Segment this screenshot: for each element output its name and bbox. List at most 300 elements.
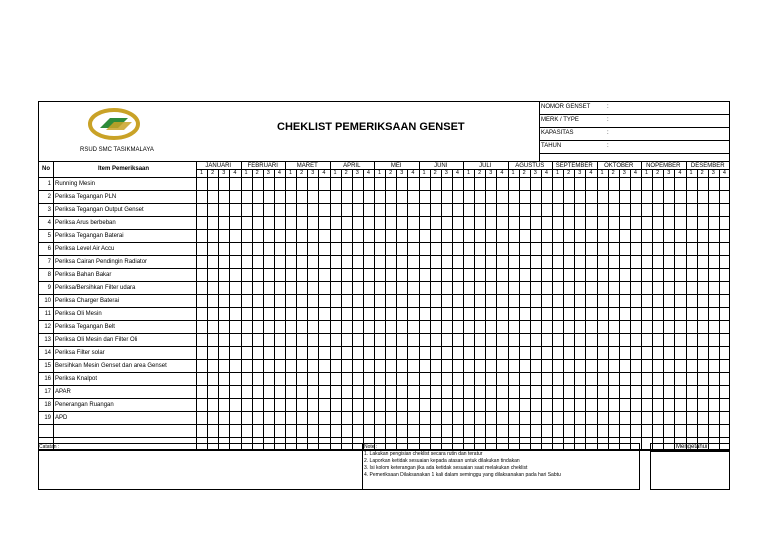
check-cell[interactable] xyxy=(575,178,584,189)
check-cell[interactable] xyxy=(264,360,273,371)
check-cell[interactable] xyxy=(687,360,696,371)
check-cell[interactable] xyxy=(342,399,351,410)
check-cell[interactable] xyxy=(509,399,518,410)
check-cell[interactable] xyxy=(275,178,284,189)
check-cell[interactable] xyxy=(431,178,440,189)
check-cell[interactable] xyxy=(542,282,551,293)
check-cell[interactable] xyxy=(408,308,417,319)
check-cell[interactable] xyxy=(720,386,729,397)
check-cell[interactable] xyxy=(687,256,696,267)
check-cell[interactable] xyxy=(664,399,673,410)
check-cell[interactable] xyxy=(509,347,518,358)
check-cell[interactable] xyxy=(631,386,640,397)
check-cell[interactable] xyxy=(675,412,684,423)
check-cell[interactable] xyxy=(386,412,395,423)
check-cell[interactable] xyxy=(598,308,607,319)
check-cell[interactable] xyxy=(687,412,696,423)
check-cell[interactable] xyxy=(208,399,217,410)
check-cell[interactable] xyxy=(331,360,340,371)
check-cell[interactable] xyxy=(308,295,317,306)
check-cell[interactable] xyxy=(620,178,629,189)
check-cell[interactable] xyxy=(586,373,595,384)
check-cell[interactable] xyxy=(531,347,540,358)
check-cell[interactable] xyxy=(598,256,607,267)
check-cell[interactable] xyxy=(286,295,295,306)
check-cell[interactable] xyxy=(542,269,551,280)
check-cell[interactable] xyxy=(586,178,595,189)
check-cell[interactable] xyxy=(720,412,729,423)
check-cell[interactable] xyxy=(642,308,651,319)
check-cell[interactable] xyxy=(598,230,607,241)
check-cell[interactable] xyxy=(564,256,573,267)
check-cell[interactable] xyxy=(475,308,484,319)
check-cell[interactable] xyxy=(308,412,317,423)
check-cell[interactable] xyxy=(197,282,206,293)
check-cell[interactable] xyxy=(664,334,673,345)
check-cell[interactable] xyxy=(620,347,629,358)
check-cell[interactable] xyxy=(208,360,217,371)
check-cell[interactable] xyxy=(653,178,662,189)
check-cell[interactable] xyxy=(353,295,362,306)
check-cell[interactable] xyxy=(653,204,662,215)
check-cell[interactable] xyxy=(342,334,351,345)
check-cell[interactable] xyxy=(609,308,618,319)
check-cell[interactable] xyxy=(342,308,351,319)
check-cell[interactable] xyxy=(331,269,340,280)
check-cell[interactable] xyxy=(219,269,228,280)
check-cell[interactable] xyxy=(531,295,540,306)
check-cell[interactable] xyxy=(342,373,351,384)
check-cell[interactable] xyxy=(286,425,295,436)
check-cell[interactable] xyxy=(453,334,462,345)
check-cell[interactable] xyxy=(620,334,629,345)
check-cell[interactable] xyxy=(520,308,529,319)
check-cell[interactable] xyxy=(598,295,607,306)
check-cell[interactable] xyxy=(609,295,618,306)
check-cell[interactable] xyxy=(653,308,662,319)
check-cell[interactable] xyxy=(653,360,662,371)
check-cell[interactable] xyxy=(364,191,373,202)
check-cell[interactable] xyxy=(687,386,696,397)
check-cell[interactable] xyxy=(331,425,340,436)
check-cell[interactable] xyxy=(275,360,284,371)
check-cell[interactable] xyxy=(253,191,262,202)
check-cell[interactable] xyxy=(475,217,484,228)
check-cell[interactable] xyxy=(286,282,295,293)
check-cell[interactable] xyxy=(698,334,707,345)
check-cell[interactable] xyxy=(375,386,384,397)
check-cell[interactable] xyxy=(542,243,551,254)
check-cell[interactable] xyxy=(431,282,440,293)
check-cell[interactable] xyxy=(553,204,562,215)
check-cell[interactable] xyxy=(464,269,473,280)
check-cell[interactable] xyxy=(586,282,595,293)
check-cell[interactable] xyxy=(230,217,239,228)
check-cell[interactable] xyxy=(386,295,395,306)
check-cell[interactable] xyxy=(219,230,228,241)
check-cell[interactable] xyxy=(620,230,629,241)
check-cell[interactable] xyxy=(431,204,440,215)
check-cell[interactable] xyxy=(486,386,495,397)
check-cell[interactable] xyxy=(475,243,484,254)
check-cell[interactable] xyxy=(219,204,228,215)
check-cell[interactable] xyxy=(709,256,718,267)
check-cell[interactable] xyxy=(308,425,317,436)
check-cell[interactable] xyxy=(520,412,529,423)
check-cell[interactable] xyxy=(420,308,429,319)
check-cell[interactable] xyxy=(353,269,362,280)
check-cell[interactable] xyxy=(342,178,351,189)
check-cell[interactable] xyxy=(464,360,473,371)
check-cell[interactable] xyxy=(420,217,429,228)
check-cell[interactable] xyxy=(375,217,384,228)
check-cell[interactable] xyxy=(420,256,429,267)
check-cell[interactable] xyxy=(464,321,473,332)
check-cell[interactable] xyxy=(620,204,629,215)
check-cell[interactable] xyxy=(631,308,640,319)
check-cell[interactable] xyxy=(709,321,718,332)
check-cell[interactable] xyxy=(453,360,462,371)
check-cell[interactable] xyxy=(286,204,295,215)
check-cell[interactable] xyxy=(642,230,651,241)
check-cell[interactable] xyxy=(531,360,540,371)
check-cell[interactable] xyxy=(319,412,328,423)
check-cell[interactable] xyxy=(331,204,340,215)
check-cell[interactable] xyxy=(542,217,551,228)
check-cell[interactable] xyxy=(509,217,518,228)
check-cell[interactable] xyxy=(308,321,317,332)
check-cell[interactable] xyxy=(698,282,707,293)
check-cell[interactable] xyxy=(664,217,673,228)
check-cell[interactable] xyxy=(687,373,696,384)
check-cell[interactable] xyxy=(553,282,562,293)
check-cell[interactable] xyxy=(575,334,584,345)
check-cell[interactable] xyxy=(620,308,629,319)
check-cell[interactable] xyxy=(486,243,495,254)
check-cell[interactable] xyxy=(631,217,640,228)
check-cell[interactable] xyxy=(242,334,251,345)
check-cell[interactable] xyxy=(319,425,328,436)
check-cell[interactable] xyxy=(397,243,406,254)
check-cell[interactable] xyxy=(586,243,595,254)
check-cell[interactable] xyxy=(353,334,362,345)
check-cell[interactable] xyxy=(197,178,206,189)
check-cell[interactable] xyxy=(219,256,228,267)
check-cell[interactable] xyxy=(553,230,562,241)
check-cell[interactable] xyxy=(331,373,340,384)
check-cell[interactable] xyxy=(486,204,495,215)
check-cell[interactable] xyxy=(397,347,406,358)
check-cell[interactable] xyxy=(586,347,595,358)
check-cell[interactable] xyxy=(319,308,328,319)
check-cell[interactable] xyxy=(475,230,484,241)
check-cell[interactable] xyxy=(253,204,262,215)
check-cell[interactable] xyxy=(253,412,262,423)
check-cell[interactable] xyxy=(386,373,395,384)
check-cell[interactable] xyxy=(208,373,217,384)
check-cell[interactable] xyxy=(475,334,484,345)
check-cell[interactable] xyxy=(575,425,584,436)
check-cell[interactable] xyxy=(208,230,217,241)
check-cell[interactable] xyxy=(509,256,518,267)
check-cell[interactable] xyxy=(664,360,673,371)
check-cell[interactable] xyxy=(464,295,473,306)
check-cell[interactable] xyxy=(331,256,340,267)
check-cell[interactable] xyxy=(531,373,540,384)
check-cell[interactable] xyxy=(586,308,595,319)
check-cell[interactable] xyxy=(542,399,551,410)
check-cell[interactable] xyxy=(420,243,429,254)
check-cell[interactable] xyxy=(620,360,629,371)
check-cell[interactable] xyxy=(586,269,595,280)
check-cell[interactable] xyxy=(408,360,417,371)
check-cell[interactable] xyxy=(542,386,551,397)
check-cell[interactable] xyxy=(453,399,462,410)
check-cell[interactable] xyxy=(342,295,351,306)
check-cell[interactable] xyxy=(297,282,306,293)
check-cell[interactable] xyxy=(497,360,506,371)
check-cell[interactable] xyxy=(308,308,317,319)
check-cell[interactable] xyxy=(486,256,495,267)
check-cell[interactable] xyxy=(342,282,351,293)
check-cell[interactable] xyxy=(687,308,696,319)
check-cell[interactable] xyxy=(531,321,540,332)
check-cell[interactable] xyxy=(230,321,239,332)
check-cell[interactable] xyxy=(564,347,573,358)
check-cell[interactable] xyxy=(264,230,273,241)
check-cell[interactable] xyxy=(720,321,729,332)
check-cell[interactable] xyxy=(486,399,495,410)
check-cell[interactable] xyxy=(653,425,662,436)
check-cell[interactable] xyxy=(230,204,239,215)
check-cell[interactable] xyxy=(219,295,228,306)
check-cell[interactable] xyxy=(564,243,573,254)
check-cell[interactable] xyxy=(620,386,629,397)
check-cell[interactable] xyxy=(331,282,340,293)
check-cell[interactable] xyxy=(364,373,373,384)
check-cell[interactable] xyxy=(453,191,462,202)
check-cell[interactable] xyxy=(598,386,607,397)
check-cell[interactable] xyxy=(264,217,273,228)
check-cell[interactable] xyxy=(475,347,484,358)
check-cell[interactable] xyxy=(653,230,662,241)
check-cell[interactable] xyxy=(653,321,662,332)
check-cell[interactable] xyxy=(442,386,451,397)
check-cell[interactable] xyxy=(397,360,406,371)
check-cell[interactable] xyxy=(408,282,417,293)
check-cell[interactable] xyxy=(586,386,595,397)
check-cell[interactable] xyxy=(219,243,228,254)
check-cell[interactable] xyxy=(497,321,506,332)
check-cell[interactable] xyxy=(342,230,351,241)
check-cell[interactable] xyxy=(675,282,684,293)
check-cell[interactable] xyxy=(675,243,684,254)
check-cell[interactable] xyxy=(342,217,351,228)
check-cell[interactable] xyxy=(253,321,262,332)
check-cell[interactable] xyxy=(253,256,262,267)
check-cell[interactable] xyxy=(575,373,584,384)
check-cell[interactable] xyxy=(564,425,573,436)
check-cell[interactable] xyxy=(442,308,451,319)
check-cell[interactable] xyxy=(331,334,340,345)
check-cell[interactable] xyxy=(542,425,551,436)
check-cell[interactable] xyxy=(264,243,273,254)
check-cell[interactable] xyxy=(486,269,495,280)
check-cell[interactable] xyxy=(219,425,228,436)
check-cell[interactable] xyxy=(297,347,306,358)
check-cell[interactable] xyxy=(375,282,384,293)
check-cell[interactable] xyxy=(497,256,506,267)
check-cell[interactable] xyxy=(564,360,573,371)
check-cell[interactable] xyxy=(509,178,518,189)
check-cell[interactable] xyxy=(553,256,562,267)
check-cell[interactable] xyxy=(509,321,518,332)
check-cell[interactable] xyxy=(342,321,351,332)
check-cell[interactable] xyxy=(397,178,406,189)
check-cell[interactable] xyxy=(275,256,284,267)
check-cell[interactable] xyxy=(308,282,317,293)
check-cell[interactable] xyxy=(486,191,495,202)
check-cell[interactable] xyxy=(675,204,684,215)
check-cell[interactable] xyxy=(642,256,651,267)
check-cell[interactable] xyxy=(720,347,729,358)
check-cell[interactable] xyxy=(687,425,696,436)
check-cell[interactable] xyxy=(420,191,429,202)
check-cell[interactable] xyxy=(720,204,729,215)
check-cell[interactable] xyxy=(275,230,284,241)
check-cell[interactable] xyxy=(486,308,495,319)
check-cell[interactable] xyxy=(509,269,518,280)
check-cell[interactable] xyxy=(319,386,328,397)
check-cell[interactable] xyxy=(631,399,640,410)
check-cell[interactable] xyxy=(420,269,429,280)
check-cell[interactable] xyxy=(553,334,562,345)
check-cell[interactable] xyxy=(364,347,373,358)
check-cell[interactable] xyxy=(453,230,462,241)
check-cell[interactable] xyxy=(353,217,362,228)
check-cell[interactable] xyxy=(242,282,251,293)
check-cell[interactable] xyxy=(564,191,573,202)
check-cell[interactable] xyxy=(664,386,673,397)
check-cell[interactable] xyxy=(642,204,651,215)
check-cell[interactable] xyxy=(230,373,239,384)
check-cell[interactable] xyxy=(609,321,618,332)
check-cell[interactable] xyxy=(687,334,696,345)
check-cell[interactable] xyxy=(453,178,462,189)
check-cell[interactable] xyxy=(408,230,417,241)
check-cell[interactable] xyxy=(675,321,684,332)
check-cell[interactable] xyxy=(609,243,618,254)
check-cell[interactable] xyxy=(664,243,673,254)
check-cell[interactable] xyxy=(564,399,573,410)
check-cell[interactable] xyxy=(664,230,673,241)
check-cell[interactable] xyxy=(364,308,373,319)
check-cell[interactable] xyxy=(653,295,662,306)
check-cell[interactable] xyxy=(442,360,451,371)
check-cell[interactable] xyxy=(486,412,495,423)
check-cell[interactable] xyxy=(219,282,228,293)
check-cell[interactable] xyxy=(453,282,462,293)
check-cell[interactable] xyxy=(230,282,239,293)
check-cell[interactable] xyxy=(675,256,684,267)
check-cell[interactable] xyxy=(397,412,406,423)
check-cell[interactable] xyxy=(486,321,495,332)
check-cell[interactable] xyxy=(297,243,306,254)
check-cell[interactable] xyxy=(509,204,518,215)
check-cell[interactable] xyxy=(364,217,373,228)
check-cell[interactable] xyxy=(364,321,373,332)
check-cell[interactable] xyxy=(253,178,262,189)
check-cell[interactable] xyxy=(598,321,607,332)
check-cell[interactable] xyxy=(642,243,651,254)
check-cell[interactable] xyxy=(475,204,484,215)
check-cell[interactable] xyxy=(542,321,551,332)
check-cell[interactable] xyxy=(687,399,696,410)
check-cell[interactable] xyxy=(720,282,729,293)
check-cell[interactable] xyxy=(308,256,317,267)
check-cell[interactable] xyxy=(297,386,306,397)
check-cell[interactable] xyxy=(720,230,729,241)
check-cell[interactable] xyxy=(431,269,440,280)
check-cell[interactable] xyxy=(431,256,440,267)
check-cell[interactable] xyxy=(375,204,384,215)
check-cell[interactable] xyxy=(364,256,373,267)
check-cell[interactable] xyxy=(575,321,584,332)
check-cell[interactable] xyxy=(264,399,273,410)
check-cell[interactable] xyxy=(720,243,729,254)
check-cell[interactable] xyxy=(609,334,618,345)
check-cell[interactable] xyxy=(620,373,629,384)
check-cell[interactable] xyxy=(331,217,340,228)
check-cell[interactable] xyxy=(264,308,273,319)
check-cell[interactable] xyxy=(642,334,651,345)
check-cell[interactable] xyxy=(264,386,273,397)
check-cell[interactable] xyxy=(197,243,206,254)
check-cell[interactable] xyxy=(464,230,473,241)
check-cell[interactable] xyxy=(609,256,618,267)
check-cell[interactable] xyxy=(353,308,362,319)
check-cell[interactable] xyxy=(408,295,417,306)
check-cell[interactable] xyxy=(575,269,584,280)
check-cell[interactable] xyxy=(208,256,217,267)
check-cell[interactable] xyxy=(219,347,228,358)
check-cell[interactable] xyxy=(253,373,262,384)
check-cell[interactable] xyxy=(431,308,440,319)
check-cell[interactable] xyxy=(631,425,640,436)
check-cell[interactable] xyxy=(464,217,473,228)
check-cell[interactable] xyxy=(675,399,684,410)
check-cell[interactable] xyxy=(531,399,540,410)
check-cell[interactable] xyxy=(542,373,551,384)
check-cell[interactable] xyxy=(709,282,718,293)
check-cell[interactable] xyxy=(453,308,462,319)
check-cell[interactable] xyxy=(442,399,451,410)
check-cell[interactable] xyxy=(364,295,373,306)
check-cell[interactable] xyxy=(698,347,707,358)
check-cell[interactable] xyxy=(520,191,529,202)
check-cell[interactable] xyxy=(609,230,618,241)
check-cell[interactable] xyxy=(397,425,406,436)
check-cell[interactable] xyxy=(319,321,328,332)
check-cell[interactable] xyxy=(297,334,306,345)
check-cell[interactable] xyxy=(631,282,640,293)
check-cell[interactable] xyxy=(531,230,540,241)
check-cell[interactable] xyxy=(586,204,595,215)
check-cell[interactable] xyxy=(297,204,306,215)
check-cell[interactable] xyxy=(253,360,262,371)
check-cell[interactable] xyxy=(531,412,540,423)
check-cell[interactable] xyxy=(286,230,295,241)
